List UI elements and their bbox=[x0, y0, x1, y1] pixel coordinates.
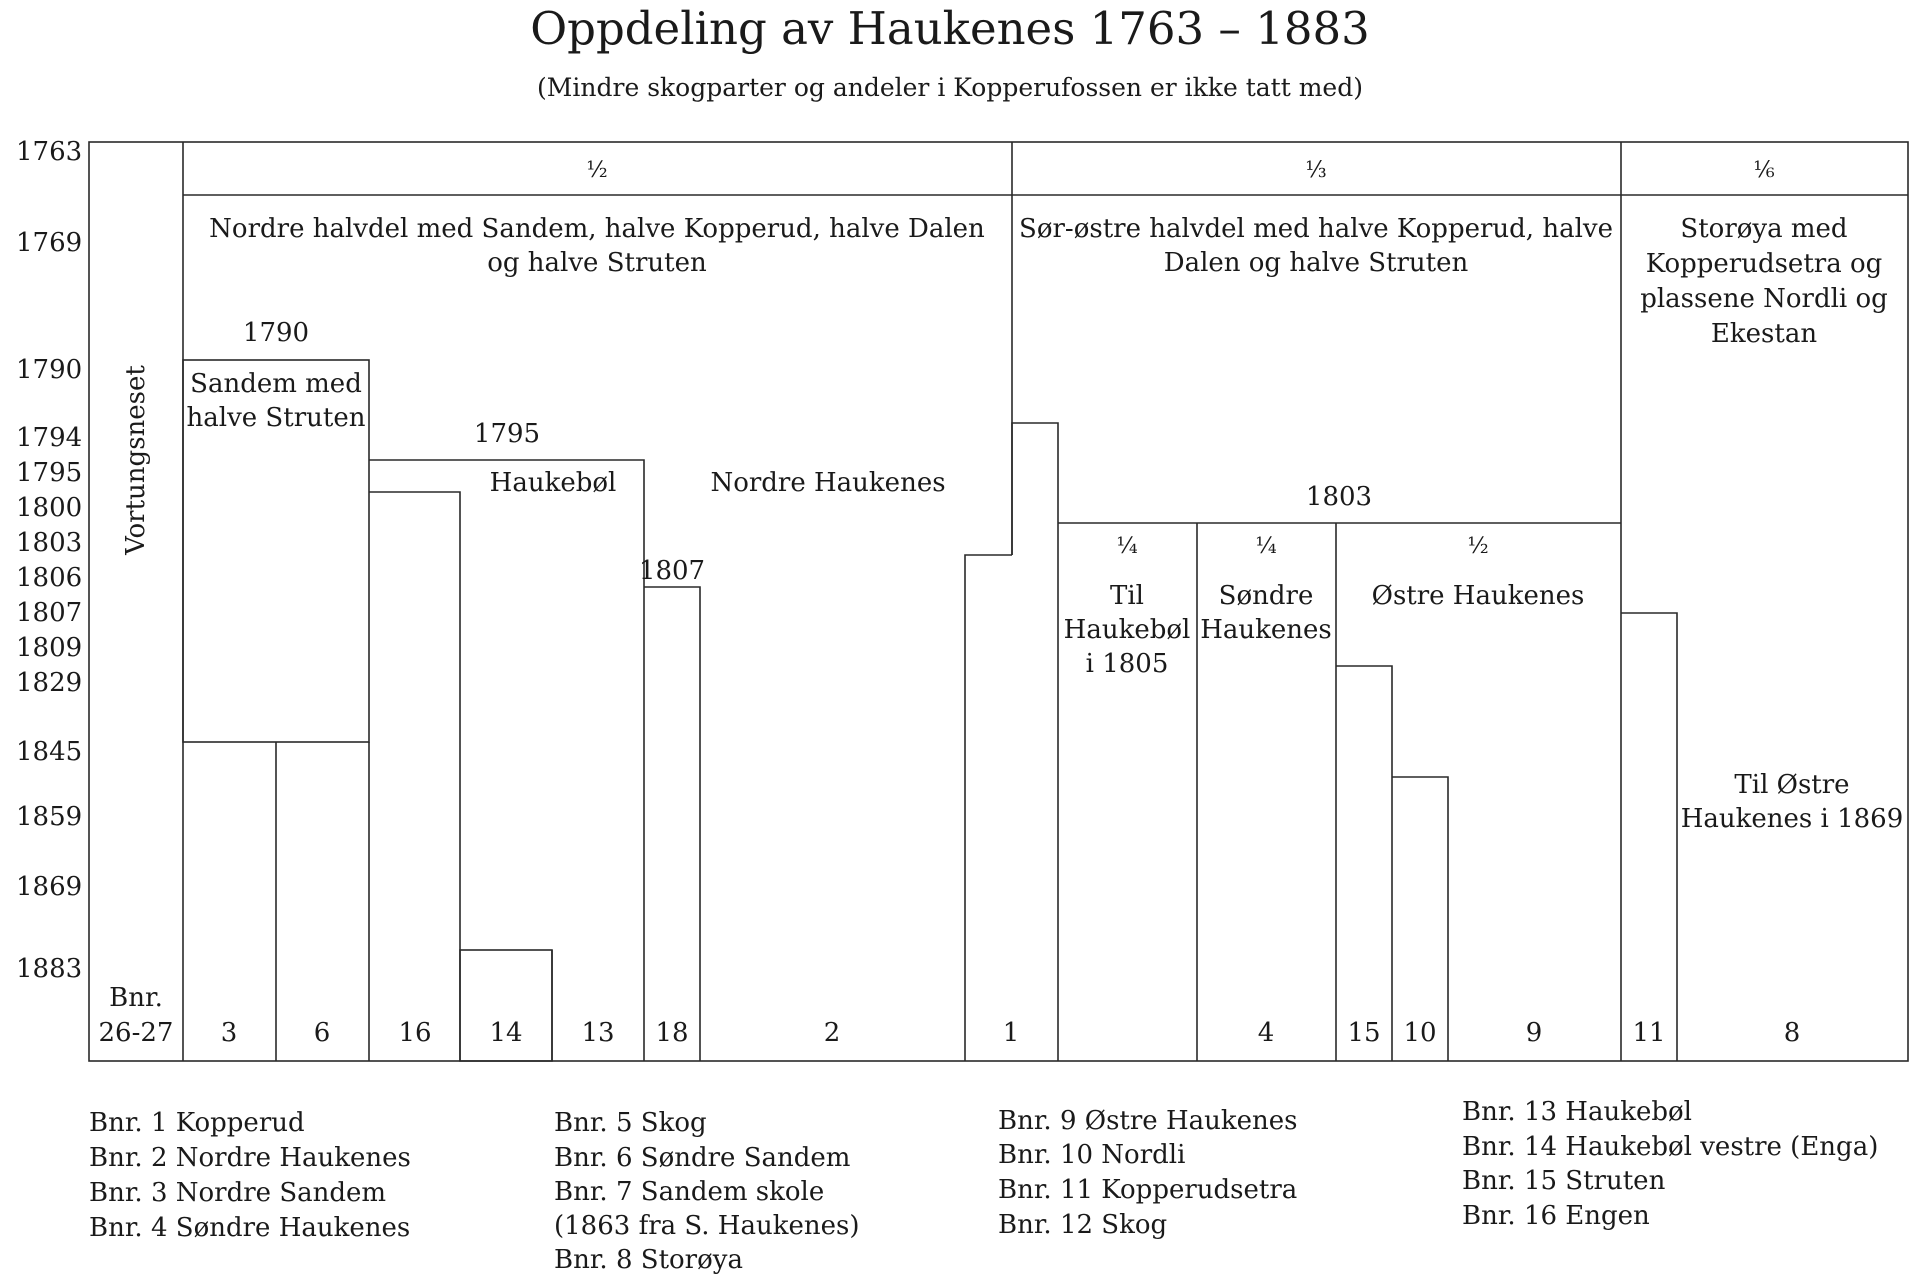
year-label: 1829 bbox=[16, 668, 83, 698]
southeast-half-label: Sør-østre halvdel med halve Kopperud, halve bbox=[1019, 214, 1613, 244]
legend-item: Bnr. 2 Nordre Haukenes bbox=[89, 1143, 411, 1173]
sandem-label: halve Struten bbox=[186, 403, 366, 433]
legend bbox=[89, 1097, 1878, 1275]
legend-item: (1863 fra S. Haukenes) bbox=[554, 1211, 860, 1241]
til-haukebol-label: Til bbox=[1110, 581, 1144, 611]
year-label: 1800 bbox=[16, 493, 83, 523]
year-label: 1806 bbox=[16, 563, 83, 593]
year-label: 1809 bbox=[16, 633, 83, 663]
storoya-label: Storøya med bbox=[1680, 214, 1848, 244]
bnr-number: 11 bbox=[1632, 1018, 1666, 1048]
legend-item: Bnr. 16 Engen bbox=[1462, 1201, 1650, 1231]
storoya-label: Ekestan bbox=[1710, 319, 1818, 349]
bnr-number: 6 bbox=[313, 1018, 331, 1048]
year-axis bbox=[16, 137, 82, 984]
legend-item: Bnr. 4 Søndre Haukenes bbox=[89, 1213, 411, 1243]
legend-item: Bnr. 9 Østre Haukenes bbox=[998, 1106, 1298, 1136]
vortungsneset-label: Vortungsneset bbox=[121, 365, 151, 555]
outer-frame bbox=[89, 142, 1908, 1061]
diagram-subtitle: (Mindre skogparter og andeler i Kopperufossen er ikke tatt med) bbox=[537, 73, 1363, 102]
legend-item: Bnr. 11 Kopperudsetra bbox=[998, 1175, 1298, 1205]
sondre-haukenes-label: Søndre bbox=[1218, 581, 1314, 611]
bnr-label: Bnr. bbox=[109, 983, 163, 1013]
division-grid bbox=[89, 142, 1908, 1061]
bnr-number: 16 bbox=[398, 1018, 432, 1048]
bnr18-box bbox=[644, 587, 700, 1061]
legend-item: Bnr. 12 Skog bbox=[998, 1210, 1168, 1240]
bnr-number: 18 bbox=[655, 1018, 689, 1048]
split-year-label: 1790 bbox=[242, 318, 310, 348]
kopperud-step-line bbox=[1012, 423, 1058, 1061]
haukebol-label: Haukebøl bbox=[489, 468, 617, 498]
bnr-number: 3 bbox=[220, 1018, 238, 1048]
share-half: ½ bbox=[586, 158, 608, 183]
struten-box bbox=[1336, 666, 1392, 1061]
til-ostre-label: Haukenes i 1869 bbox=[1680, 804, 1904, 834]
year-label: 1807 bbox=[16, 598, 83, 628]
bnr-number: 8 bbox=[1783, 1018, 1801, 1048]
share-quarter: ¼ bbox=[1116, 534, 1138, 559]
engen-box bbox=[369, 492, 460, 1061]
kopperud-step-line bbox=[965, 555, 1012, 1061]
legend-item: Bnr. 5 Skog bbox=[554, 1108, 707, 1138]
bnr-number: 13 bbox=[581, 1018, 615, 1048]
bnr-row bbox=[99, 983, 1801, 1048]
kopperudsetra-box bbox=[1621, 613, 1677, 1061]
bnr-label: 26-27 bbox=[98, 1018, 174, 1048]
split-year-label: 1803 bbox=[1305, 482, 1373, 512]
year-label: 1794 bbox=[16, 423, 83, 453]
legend-item: Bnr. 1 Kopperud bbox=[89, 1108, 305, 1138]
legend-item: Bnr. 6 Søndre Sandem bbox=[554, 1143, 851, 1173]
year-label: 1790 bbox=[16, 355, 83, 385]
year-label: 1845 bbox=[16, 737, 83, 767]
bnr-number: 14 bbox=[489, 1018, 523, 1048]
bnr-number: 9 bbox=[1525, 1018, 1543, 1048]
legend-item: Bnr. 13 Haukebøl bbox=[1462, 1097, 1692, 1127]
year-label: 1763 bbox=[16, 137, 83, 167]
split-year-label: 1807 bbox=[638, 556, 706, 586]
share-sixth: ⅙ bbox=[1753, 158, 1775, 183]
share-half: ½ bbox=[1467, 534, 1489, 559]
bnr-number: 10 bbox=[1403, 1018, 1437, 1048]
nordre-haukenes-label: Nordre Haukenes bbox=[710, 468, 946, 498]
year-label: 1803 bbox=[16, 528, 83, 558]
storoya-label: Kopperudsetra og bbox=[1645, 249, 1883, 279]
legend-item: Bnr. 15 Struten bbox=[1462, 1166, 1666, 1196]
legend-item: Bnr. 10 Nordli bbox=[998, 1140, 1186, 1170]
sandem-label: Sandem med bbox=[190, 369, 362, 399]
bnr-number: 1 bbox=[1002, 1018, 1020, 1048]
year-label: 1869 bbox=[16, 872, 83, 902]
split-year-label: 1795 bbox=[473, 419, 541, 449]
til-haukebol-label: Haukebøl bbox=[1063, 615, 1191, 645]
til-haukebol-label: i 1805 bbox=[1085, 649, 1169, 679]
share-third: ⅓ bbox=[1305, 158, 1327, 183]
north-half-label: Nordre halvdel med Sandem, halve Kopperud, halve Dalen bbox=[209, 214, 985, 244]
ostre-haukenes-label: Østre Haukenes bbox=[1371, 581, 1585, 611]
year-label: 1769 bbox=[16, 228, 83, 258]
legend-item: Bnr. 7 Sandem skole bbox=[554, 1177, 825, 1207]
legend-item: Bnr. 3 Nordre Sandem bbox=[89, 1178, 387, 1208]
diagram-title: Oppdeling av Haukenes 1763 – 1883 bbox=[530, 2, 1370, 55]
year-label: 1883 bbox=[16, 954, 83, 984]
til-ostre-label: Til Østre bbox=[1734, 770, 1850, 800]
bnr-number: 15 bbox=[1347, 1018, 1381, 1048]
share-quarter: ¼ bbox=[1255, 534, 1277, 559]
southeast-half-label: Dalen og halve Struten bbox=[1163, 248, 1469, 278]
year-label: 1859 bbox=[16, 802, 83, 832]
legend-item: Bnr. 8 Storøya bbox=[554, 1245, 743, 1275]
sondre-haukenes-label: Haukenes bbox=[1200, 615, 1332, 645]
haukebol-box bbox=[369, 460, 644, 1061]
bnr-number: 2 bbox=[823, 1018, 841, 1048]
storoya-label: plassene Nordli og bbox=[1640, 284, 1888, 314]
bnr-number: 4 bbox=[1257, 1018, 1275, 1048]
year-label: 1795 bbox=[16, 458, 83, 488]
legend-item: Bnr. 14 Haukebøl vestre (Enga) bbox=[1462, 1132, 1879, 1162]
north-half-label: og halve Struten bbox=[487, 248, 707, 278]
